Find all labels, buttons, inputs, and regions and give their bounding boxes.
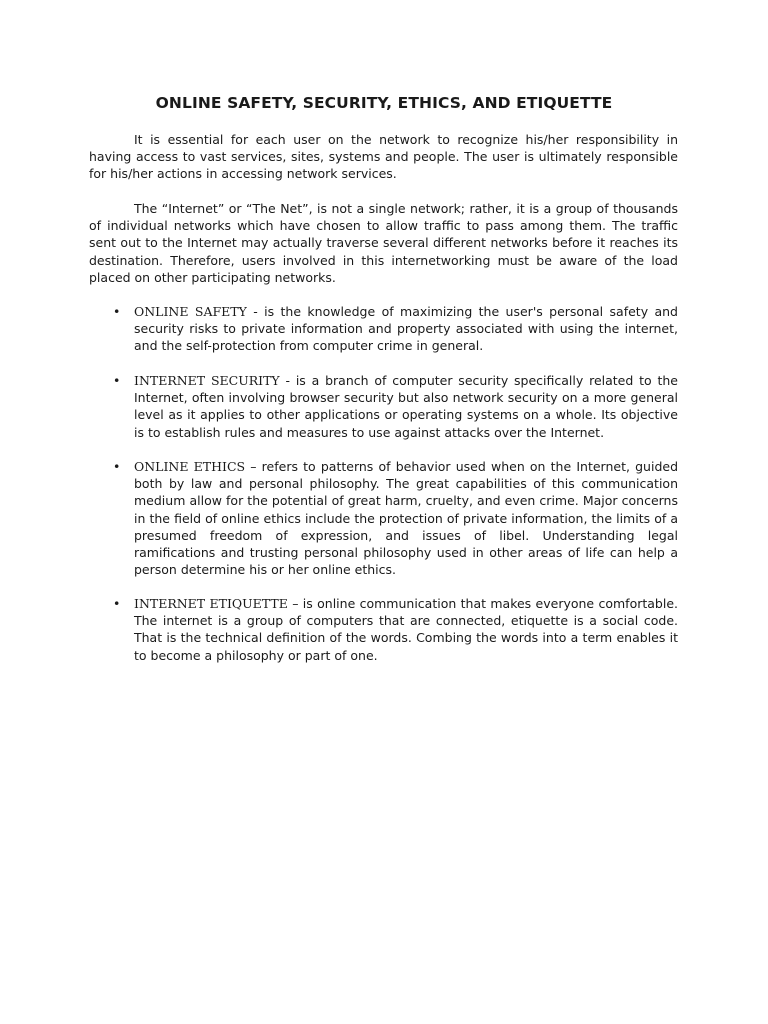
- list-item-text: [134, 458, 678, 578]
- term-online-ethics: ONLINE ETHICS: [134, 459, 246, 474]
- bullet-icon: •: [113, 459, 121, 474]
- bullet-icon: •: [113, 373, 121, 388]
- list-item-text: [134, 303, 678, 355]
- term-internet-etiquette: INTERNET ETIQUETTE: [134, 596, 288, 611]
- term-internet-security: INTERNET SECURITY: [134, 373, 280, 388]
- intro-paragraph: It is essential for each user on the network to recognize his/her responsibility in having access to vast services, sites, systems and people. The user is ultimately responsible for his/her actions in accessing network services.: [89, 132, 678, 182]
- bullet-icon: •: [113, 596, 121, 611]
- list-item-text: [134, 372, 678, 441]
- definition-internet-security: - is a branch of computer security specifically related to the Internet, often involving browser security but also network security on a more general level as it applies to other applications or operating systems on a whole. Its objective is to establish rules and measures to use against attacks over the Internet.: [134, 373, 678, 440]
- document-title: ONLINE SAFETY, SECURITY, ETHICS, AND ETIQUETTE: [155, 94, 613, 112]
- definition-internet-etiquette: – is online communication that makes everyone comfortable. The internet is a group of computers that are connected, etiquette is a social code. That is the technical definition of the words. Combing the words into a term enables it to become a philosophy or part of one.: [134, 596, 678, 663]
- definition-online-ethics: – refers to patterns of behavior used when on the Internet, guided both by law and personal philosophy. The great capabilities of this communication medium allow for the potential of great harm, cruelty, and even crime. Major concerns in the field of online ethics include the protection of private information, the limits of a presumed freedom of expression, and issues of libel. Understanding legal ramifications and trusting personal philosophy used in other areas of life can help a person determine his or her online ethics.: [134, 459, 679, 578]
- internet-paragraph: The “Internet” or “The Net”, is not a single network; rather, it is a group of thousands of individual networks which have chosen to allow traffic to pass among them. The traffic sent out to the Internet may actually traverse several different networks before it reaches its destination. Therefore, users involved in this internetworking must be aware of the load placed on other participating networks.: [89, 201, 678, 285]
- bullet-icon: •: [113, 304, 121, 319]
- definition-online-safety: - is the knowledge of maximizing the user's personal safety and security risks to private information and property associated with using the internet, and the self-protection from computer crime in general.: [134, 304, 678, 354]
- term-online-safety: ONLINE SAFETY: [134, 304, 247, 319]
- list-item-text: [134, 595, 678, 664]
